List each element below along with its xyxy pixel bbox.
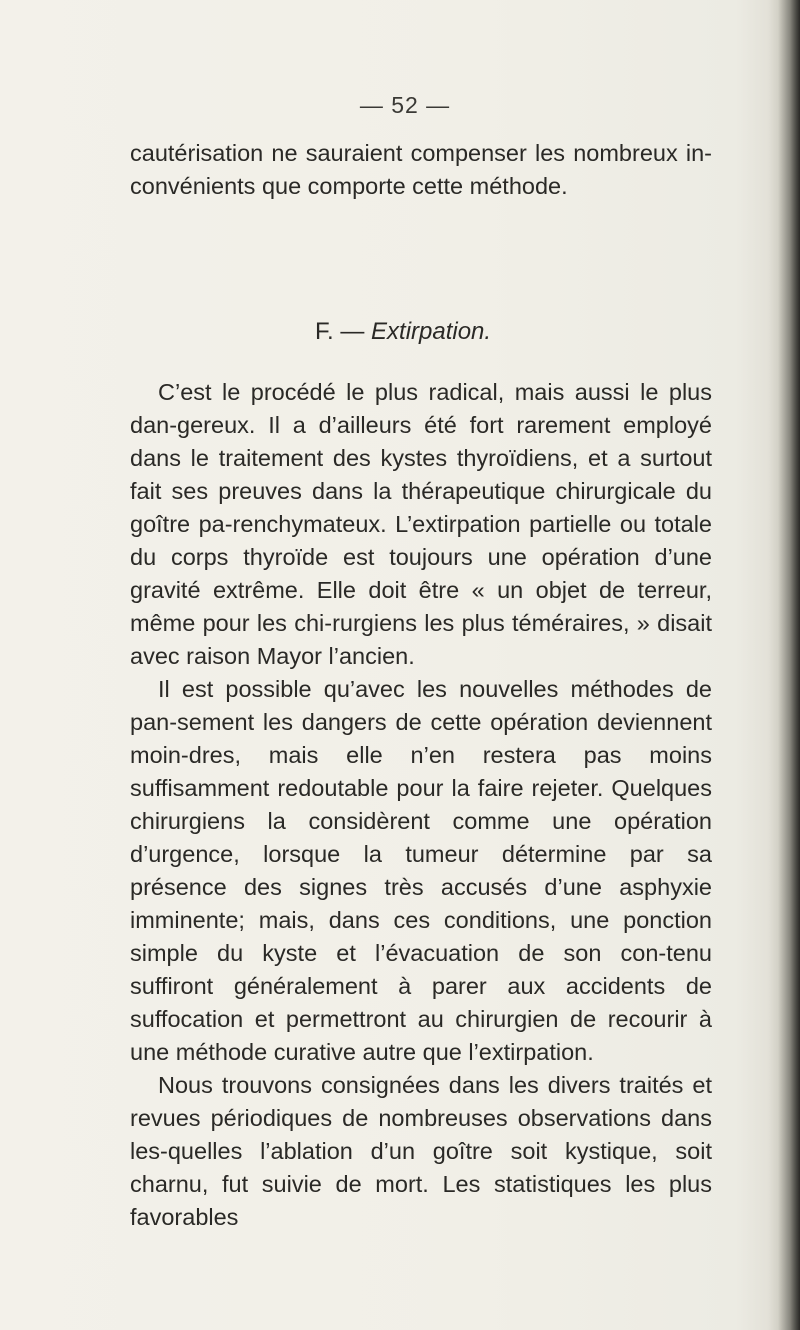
- paragraph-3: Nous trouvons consignées dans les divers traités et revues périodiques de nombreuses observations dans les-quelles l’ablation d’un goître soit kystique, soit charnu, fut suivie de mort. Les statistiques les plus favorables: [130, 1072, 712, 1230]
- section-body: [130, 376, 712, 1234]
- section-heading: [315, 318, 491, 346]
- continued-paragraph: cautérisation ne sauraient compenser les nombreux in-convénients que comporte cette méthode.: [130, 140, 712, 199]
- page-edge-shadow: [778, 0, 800, 1330]
- paragraph-1: C’est le procédé le plus radical, mais aussi le plus dan-gereux. Il a d’ailleurs été fort rarement employé dans le traitement des kystes thyroïdiens, et a surtout fait ses preuves dans la thérapeutique chirurgicale du goître pa-renchymateux. L’extirpation partielle ou totale du corps thyroïde est toujours une opération d’une gravité extrême. Elle doit être « un objet de terreur, même pour les chi-rurgiens les plus téméraires, » disait avec raison Mayor l’ancien.: [130, 379, 712, 669]
- section-label: F. —: [315, 318, 365, 345]
- page-number: — 52 —: [359, 92, 451, 118]
- section-title: Extirpation.: [371, 318, 492, 345]
- paragraph-2: Il est possible qu’avec les nouvelles méthodes de pan-sement les dangers de cette opération deviennent moin-dres, mais elle n’en restera pas moins suffisamment redoutable pour la faire rejeter. Quelques chirurgiens la considèrent comme une opération d’urgence, lorsque la tumeur détermine par sa présence des signes très accusés d’une asphyxie imminente; mais, dans ces conditions, une ponction simple du kyste et l’évacuation de son con-tenu suffiront généralement à parer aux accidents de suffocation et permettront au chirurgien de recourir à une méthode curative autre que l’extirpation.: [130, 676, 712, 1065]
